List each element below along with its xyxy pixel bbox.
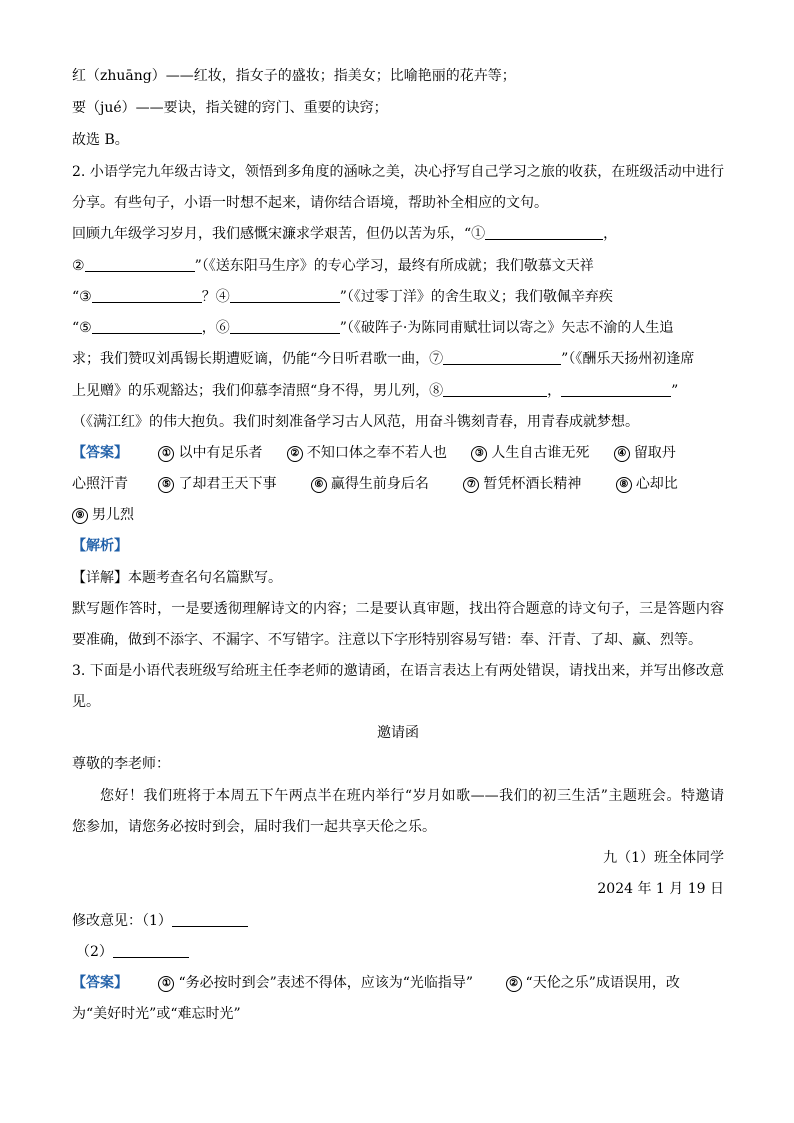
passage-text: ，: [547, 383, 562, 399]
answer-text: “天伦之乐”成语误用，改: [525, 975, 680, 991]
passage-text: “⑤: [72, 320, 92, 336]
detail-line: 【详解】本题考查名句名篇默写。: [72, 570, 282, 586]
answer-3-number-1: ①: [158, 976, 174, 992]
passage-text: ”（《送东阳马生序》的专心学习，最终有所成就；我们敬慕文天祥: [194, 258, 594, 274]
question-2-passage-line-1: [72, 224, 724, 244]
question-2-passage-line-5: [72, 349, 724, 369]
fill-blank-8[interactable]: [443, 381, 547, 397]
answer-number-8: ⑧: [616, 477, 632, 493]
question-3-stem-line-1: 3. 下面是小语代表班级写给班主任李老师的邀请函，在语言表达上有两处错误，请找出来，并写出修改意: [72, 663, 724, 679]
letter-greeting: 尊敬的李老师：: [72, 756, 170, 772]
answer-line-3: [72, 505, 724, 525]
fill-blank-5[interactable]: [92, 318, 202, 334]
fill-blank-3[interactable]: [92, 287, 202, 303]
passage-text: ”（《破阵子·为陈同甫赋壮词以寄之》矢志不渝的人生追: [339, 320, 674, 336]
question-2-passage-line-7: （《满江红》的伟大抱负。我们时刻准备学习古人风范，用奋斗镌刻青春，用青春成就梦想。: [72, 414, 639, 430]
answer-note-line-1: 红（zhuāng）——红妆，指女子的盛妆；指美女；比喻艳丽的花卉等；: [72, 68, 516, 84]
modification-label: 修改意见：（1）: [72, 913, 172, 929]
question-3-stem-line-2: 见。: [72, 694, 100, 710]
passage-text: ，: [603, 226, 618, 242]
modification-label: （2）: [76, 944, 113, 960]
question-2-passage-line-2: [72, 256, 724, 276]
passage-text: ”: [671, 383, 679, 399]
analysis-tag: 【解析】: [72, 538, 128, 554]
answer-text: 心却比: [635, 476, 678, 492]
answer-text: 赢得生前身后名: [330, 476, 429, 492]
letter-body-line-1: 您好！我们班将于本周五下午两点半在班内举行“岁月如歌——我们的初三生活”主题班会。特邀请: [100, 788, 724, 804]
question-2-passage-line-6: [72, 381, 724, 401]
answer-choice-line: 故选 B。: [72, 132, 129, 148]
question-2-stem-line-1: 2. 小语学完九年级古诗文，领悟到多角度的涵咏之美，决心抒写自己学习之旅的收获，在班级活动中进行: [72, 164, 724, 180]
answer-number-6: ⑥: [311, 477, 327, 493]
answer-number-5: ⑤: [158, 477, 174, 493]
modification-line-1: [72, 911, 724, 931]
question-2-stem-line-2: 分享。有些句子，小语一时想不起来，请你结合语境，帮助补全相应的文句。: [72, 195, 548, 211]
answer-text: “务必按时到会”表述不得体，应该为“光临指导”: [178, 975, 474, 991]
fill-blank-6[interactable]: [230, 318, 340, 334]
question-2-passage-line-4: [72, 318, 724, 338]
answer-number-4: ④: [614, 446, 630, 462]
answer-number-7: ⑦: [463, 477, 479, 493]
passage-text: ？④: [201, 289, 230, 305]
modification-blank-2[interactable]: [113, 942, 189, 958]
answer-text: 心照汗青: [72, 476, 128, 492]
answer-number-1: ①: [158, 446, 174, 462]
fill-blank-2[interactable]: [85, 256, 195, 272]
letter-date: 2024 年 1 月 19 日: [597, 881, 724, 897]
answer-number-9: ⑨: [72, 508, 88, 524]
fill-blank-7[interactable]: [443, 349, 561, 365]
answer-text: 人生自古谁无死: [491, 445, 590, 461]
fill-blank-1[interactable]: [485, 224, 603, 240]
answer-line-1: [72, 443, 724, 463]
fill-blank-4[interactable]: [230, 287, 340, 303]
answer-note-line-2: 要（jué）——要诀，指关键的窍门、重要的诀窍；: [72, 100, 388, 116]
passage-text: 回顾九年级学习岁月，我们感慨宋濂求学艰苦，但仍以苦为乐，“①: [72, 226, 486, 242]
analysis-tag-line: [72, 536, 724, 556]
answer-text: 男儿烈: [92, 507, 134, 523]
letter-body-line-2: 您参加，请您务必按时到会，届时我们一起共享天伦之乐。: [72, 819, 436, 835]
answer-3-number-2: ②: [506, 976, 522, 992]
answer-tag: 【答案】: [72, 445, 128, 461]
passage-text: ②: [72, 258, 85, 274]
answer-number-2: ②: [287, 446, 303, 462]
analysis-line-2: 要准确，做到不添字、不漏字、不写错字。注意以下字形特别容易写错：奉、汗青、了却、赢、烈等。: [72, 632, 702, 648]
letter-signer: 九（1）班全体同学: [603, 850, 724, 866]
passage-text: “③: [72, 289, 92, 305]
answer-text: 暂凭杯酒长精神: [483, 476, 582, 492]
passage-text: ”（《过零丁洋》的舍生取义；我们敬佩辛弃疾: [339, 289, 613, 305]
modification-line-2: [76, 942, 728, 962]
answer-3-line-2: 为“美好时光”或“难忘时光”: [72, 1006, 241, 1022]
answer-3-line-1: [72, 973, 724, 993]
modification-blank-1[interactable]: [172, 911, 248, 927]
question-2-passage-line-3: [72, 287, 724, 307]
answer-tag: 【答案】: [72, 975, 128, 991]
passage-text: 上见赠》的乐观豁达；我们仰慕李清照“身不得，男儿列，⑧: [72, 383, 444, 399]
answer-number-3: ③: [471, 446, 487, 462]
passage-text: ”（《酬乐天扬州初逢席: [561, 351, 695, 367]
analysis-line-1: 默写题作答时，一是要透彻理解诗文的内容；二是要认真审题，找出符合题意的诗文句子，三是答题内容: [72, 601, 724, 617]
fill-blank-9[interactable]: [561, 381, 671, 397]
answer-text: 不知口体之奉不若人也: [306, 445, 447, 461]
letter-title: 邀请函: [377, 725, 419, 741]
answer-text: 以中有足乐者: [178, 445, 263, 461]
answer-text: 了却君王天下事: [178, 476, 277, 492]
answer-text: 留取丹: [633, 445, 676, 461]
answer-line-2: [72, 474, 724, 494]
passage-text: ，⑥: [201, 320, 230, 336]
passage-text: 求；我们赞叹刘禹锡长期遭贬谪，仍能“今日听君歌一曲，⑦: [72, 351, 444, 367]
